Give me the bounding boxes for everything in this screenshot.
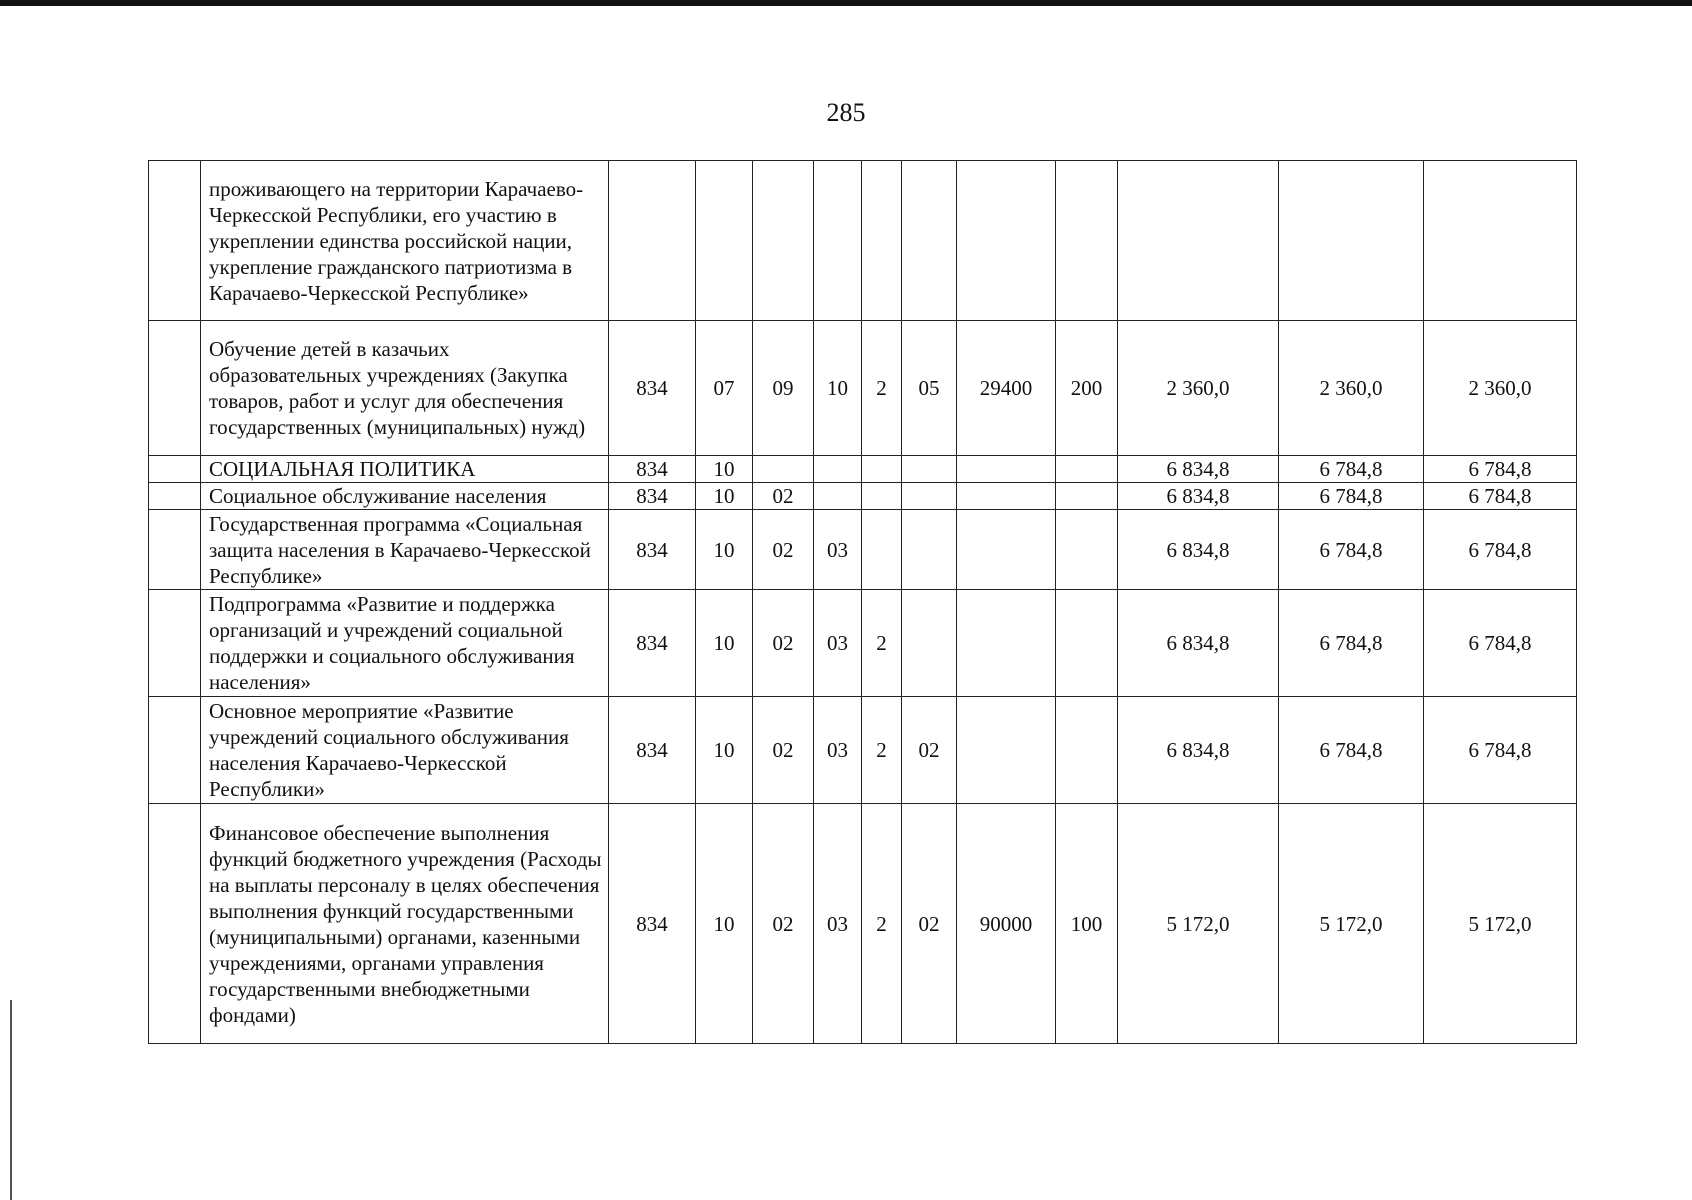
program-cell: 10 [814, 321, 862, 456]
subprogram-cell [862, 456, 902, 483]
expense-type-cell [1056, 590, 1118, 697]
amount-year2-cell: 6 784,8 [1279, 697, 1424, 804]
subsection-cell: 02 [753, 590, 814, 697]
table-row [149, 483, 1577, 510]
direction-cell [957, 483, 1056, 510]
event-cell: 02 [902, 697, 957, 804]
subprogram-cell: 2 [862, 804, 902, 1044]
amount-year1-cell: 6 834,8 [1118, 456, 1279, 483]
top-border-line [0, 0, 1692, 6]
program-cell [814, 161, 862, 321]
table-row [149, 161, 1577, 321]
direction-cell [957, 697, 1056, 804]
amount-year2-cell: 6 784,8 [1279, 590, 1424, 697]
event-cell [902, 483, 957, 510]
table-row [149, 456, 1577, 483]
direction-cell [957, 161, 1056, 321]
row-number-cell [149, 510, 201, 590]
subprogram-cell [862, 483, 902, 510]
row-number-cell [149, 161, 201, 321]
event-cell [902, 456, 957, 483]
description-cell: Финансовое обеспечение выполнения функций бюджетного учреждения (Расходы на выплаты персоналу в целях обеспечения выполнения функций государственными (муниципальными) органами, казенными учреждениями, органами управления государственными внебюджетными фондами) [201, 804, 609, 1044]
grbs-cell: 834 [609, 510, 696, 590]
section-cell: 10 [696, 456, 753, 483]
grbs-cell: 834 [609, 804, 696, 1044]
direction-cell: 29400 [957, 321, 1056, 456]
expense-type-cell [1056, 510, 1118, 590]
row-number-cell [149, 804, 201, 1044]
subsection-cell [753, 456, 814, 483]
event-cell [902, 161, 957, 321]
row-number-cell [149, 590, 201, 697]
section-cell [696, 161, 753, 321]
amount-year3-cell: 6 784,8 [1424, 456, 1577, 483]
grbs-cell [609, 161, 696, 321]
amount-year3-cell: 5 172,0 [1424, 804, 1577, 1044]
subsection-cell: 02 [753, 697, 814, 804]
program-cell: 03 [814, 510, 862, 590]
program-cell [814, 483, 862, 510]
description-cell: проживающего на территории Карачаево-Черкесской Республики, его участию в укреплении единства российской нации, укрепление гражданского патриотизма в Карачаево-Черкесской Республике» [201, 161, 609, 321]
amount-year2-cell: 2 360,0 [1279, 321, 1424, 456]
row-number-cell [149, 321, 201, 456]
section-cell: 07 [696, 321, 753, 456]
subprogram-cell: 2 [862, 697, 902, 804]
expense-type-cell: 200 [1056, 321, 1118, 456]
expense-type-cell [1056, 456, 1118, 483]
grbs-cell: 834 [609, 483, 696, 510]
grbs-cell: 834 [609, 321, 696, 456]
amount-year2-cell: 5 172,0 [1279, 804, 1424, 1044]
expense-type-cell [1056, 161, 1118, 321]
event-cell [902, 590, 957, 697]
amount-year3-cell: 6 784,8 [1424, 590, 1577, 697]
direction-cell [957, 590, 1056, 697]
table-row [149, 590, 1577, 697]
subsection-cell [753, 161, 814, 321]
event-cell [902, 510, 957, 590]
amount-year2-cell: 6 784,8 [1279, 456, 1424, 483]
section-cell: 10 [696, 804, 753, 1044]
program-cell [814, 456, 862, 483]
direction-cell [957, 510, 1056, 590]
grbs-cell: 834 [609, 697, 696, 804]
direction-cell: 90000 [957, 804, 1056, 1044]
table-row [149, 510, 1577, 590]
amount-year1-cell: 5 172,0 [1118, 804, 1279, 1044]
direction-cell [957, 456, 1056, 483]
page-number: 285 [826, 98, 866, 127]
subprogram-cell: 2 [862, 321, 902, 456]
grbs-cell: 834 [609, 590, 696, 697]
section-cell: 10 [696, 590, 753, 697]
table-row [149, 321, 1577, 456]
subprogram-cell [862, 161, 902, 321]
section-cell: 10 [696, 483, 753, 510]
expense-type-cell [1056, 697, 1118, 804]
section-cell: 10 [696, 510, 753, 590]
description-cell: Социальное обслуживание населения [201, 483, 609, 510]
subprogram-cell [862, 510, 902, 590]
subsection-cell: 02 [753, 510, 814, 590]
section-cell: 10 [696, 697, 753, 804]
page-edge-line [10, 1000, 12, 1200]
description-cell: Подпрограмма «Развитие и поддержка организаций и учреждений социальной поддержки и социального обслуживания населения» [201, 590, 609, 697]
expense-type-cell [1056, 483, 1118, 510]
expense-type-cell: 100 [1056, 804, 1118, 1044]
amount-year1-cell: 6 834,8 [1118, 697, 1279, 804]
table-row [149, 697, 1577, 804]
row-number-cell [149, 697, 201, 804]
amount-year2-cell: 6 784,8 [1279, 510, 1424, 590]
amount-year3-cell: 6 784,8 [1424, 510, 1577, 590]
subprogram-cell: 2 [862, 590, 902, 697]
event-cell: 05 [902, 321, 957, 456]
program-cell: 03 [814, 697, 862, 804]
amount-year3-cell: 2 360,0 [1424, 321, 1577, 456]
amount-year3-cell: 6 784,8 [1424, 697, 1577, 804]
subsection-cell: 09 [753, 321, 814, 456]
amount-year2-cell: 6 784,8 [1279, 483, 1424, 510]
description-cell: Государственная программа «Социальная защита населения в Карачаево-Черкесской Республике» [201, 510, 609, 590]
grbs-cell: 834 [609, 456, 696, 483]
subsection-cell: 02 [753, 804, 814, 1044]
amount-year1-cell: 6 834,8 [1118, 510, 1279, 590]
program-cell: 03 [814, 804, 862, 1044]
description-cell: СОЦИАЛЬНАЯ ПОЛИТИКА [201, 456, 609, 483]
row-number-cell [149, 456, 201, 483]
amount-year2-cell [1279, 161, 1424, 321]
row-number-cell [149, 483, 201, 510]
program-cell: 03 [814, 590, 862, 697]
description-cell: Основное мероприятие «Развитие учреждений социального обслуживания населения Карачаево-Черкесской Республики» [201, 697, 609, 804]
subsection-cell: 02 [753, 483, 814, 510]
description-cell: Обучение детей в казачьих образовательных учреждениях (Закупка товаров, работ и услуг для обеспечения государственных (муниципальных) нужд) [201, 321, 609, 456]
amount-year1-cell: 6 834,8 [1118, 590, 1279, 697]
amount-year1-cell [1118, 161, 1279, 321]
amount-year1-cell: 2 360,0 [1118, 321, 1279, 456]
event-cell: 02 [902, 804, 957, 1044]
budget-table [148, 160, 1577, 1044]
amount-year1-cell: 6 834,8 [1118, 483, 1279, 510]
amount-year3-cell [1424, 161, 1577, 321]
amount-year3-cell: 6 784,8 [1424, 483, 1577, 510]
table-row [149, 804, 1577, 1044]
